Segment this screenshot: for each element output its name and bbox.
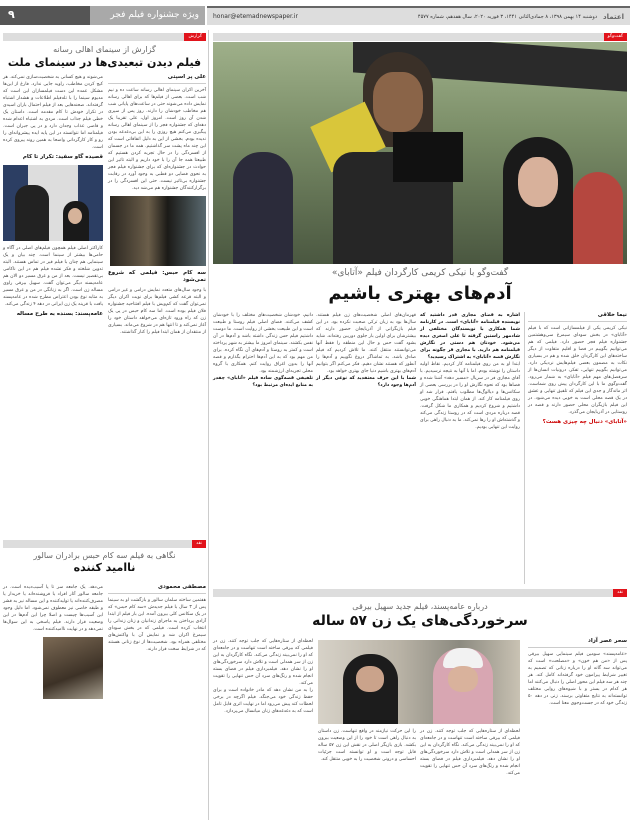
film-still-photo [110,196,206,266]
byline: مصطفی محمودی [108,584,206,594]
header-info-bar [207,6,630,25]
review-col-2 [318,728,416,763]
body-text: می‌دهد. یک جامعه سر تا پا آسیب‌دیده است. در جامعه سالور آثار افراد یا فروشنده‌اند یا خریدار یا مصرف‌کننده‌اند یا تولیدکننده و این مساله نیز به قشر و طبقه خاصی نیز معطوف نمی‌شود. اما دلیل وجود این آسیب‌ها چیست و اصلا چرا این آدم‌ها در این وضعیت قرار دارند. فیلم پاسخی به این سوال‌ها نمی‌دهد و در نهایت ناامیدکننده است. [3,585,103,632]
body-text: لحظه‌ای از ستاره‌هایی که جلب توجه کنند. زن در فیلمی که بیرقی ساخته است تنهاست و در جامعه‌ای که او را نمی‌بیند زندگی می‌کند. نگاه کارگردان به این زن از سر همدلی است و تلاش دارد سرخوردگی‌های او را نشان دهد. فیلمبرداری فیلم در فضای بسته انجام شده و رنگ‌های سرد آن حس تنهایی را تقویت می‌کند. [213,639,313,686]
kicker: گفت‌وگو با نیکی کریمی کارگردان فیلم «آتابای» [331,268,509,278]
headline: ناامید کننده [73,561,136,574]
section-title: ویژه جشنواره فیلم فجر [90,6,205,25]
intro-column [528,312,627,429]
main-interview [213,33,627,41]
left-bottom-col-left [3,584,103,703]
byline: نیما خلاقی [528,312,627,322]
question: «آتابای» دنبال چه چیزی هست؟ [542,419,627,425]
subhead: سه کام حبس: فیلمی که شروع نمی‌شود [108,270,206,283]
question: اشاره به فضای مجازی قدر داشتید که نویسنده فیلمنامه «آتابای» است. در کارنامه شما همکاری با نویسندگان مختلفی از شادمهر راستین گرفته تا علی اصغری دیده می‌شود. خودتان هم دستی در نگارش فیلمنامه هم دارید. با مجازی فر چگونه برای نگارش قصه «آتابای» به اشتراک رسیدید؟ [420,313,520,360]
body-text: را این حرکت نیازمند در واقع تنهاست. زن داستان به دنبال راهی است تا خود را از این وضعیت بیرون بکشد. بازی بازیگر اصلی در نقش این زن ۵۷ ساله قابل توجه است و او توانسته است جزئیات احساسی و درونی شخصیت را به خوبی منتقل کند. [318,729,416,762]
body-text: «عامه‌پسند» سومین فیلم سینمایی سهیل بیرقی پس از «من هم خون» و «مصلحت» است که می‌تواند سه گانه او را درباره زنانی که تصمیم به تغییر شرایط پیرامون خود گرفته‌اند کامل کند. هر چند هر سه فیلم این محور اصلی را دنبال می‌کنند اما هر کدام در بستر و با شیوه‌های روایی مختلف توانسته‌اند به نتایج متفاوتی برسند. زنی در دهه ۵۰ زندگی خود که در جست‌وجوی معنا است. [527,652,627,706]
question: شما با این حرف معتقدید که نوعی دیگر از آدم‌ها وجود دارد؟ [316,376,416,388]
section-tag: نقد [613,589,627,597]
left-bottom-article [3,540,206,574]
review-col-3 [213,638,313,715]
newspaper-logo: اعتماد [603,12,624,21]
section-tag: گزارش [184,33,206,41]
interview-col-1 [420,312,520,431]
headline: سرخوردگی‌های یک زن ۵۷ ساله [312,613,528,629]
left-col-right [108,74,206,336]
byline: علی‌ پر اسپتی [108,74,206,84]
bottom-review [213,589,627,629]
column-divider [524,312,525,584]
body-text: را به من نشان دهد که مادر خانواده است و برای حفظ زندگی خود می‌جنگد. فیلم اگرچه در برخی لحظات کند پیش می‌رود اما در نهایت اثری قابل تامل است که به دغدغه‌های زنان میانسال می‌پردازد. [213,688,313,714]
question: تلفیقی قصه‌گوی ساده فیلم «آتابای» چقدر به منابع ایده‌ای مرتبط بود؟ [213,376,313,388]
kicker: نگاهی به فیلم سه کام حبس برادران سالور [33,551,176,560]
film-still-photo [43,637,103,699]
section-tag: نقد [192,540,206,548]
body-text: نیکی کریمی یکی از فیلمسازانی است که با فیلم «آتابای» در بخش سودای سیمرغ سی‌وهشتمین جشنواره فیلم فجر حضور دارد. فیلمی که هم می‌توانیم بگوییم در فضا و اقلیم متفاوت از دیگر ساخته‌های این کارگردان خلق شده و هم در بسیاری نکات به مضمون بعضی فیلم‌هایش نزدیکی دارد. می‌توانیم بگوییم تنهایی، تفکر، درونیات انسان‌ها از سرفصل‌های مهم فیلم «آتابای» به شمار می‌رود. گفت‌وگوی ما با این کارگردان پیش روی شماست. اثر ماندگار و جدی این فیلم که تلفیق تنهایی و عشق در یک قصه محلی است به خوبی دیده می‌شود. در این فیلم بازیگران محلی حضور دارند و قصه در روستایی در آذربایجان می‌گذرد. [528,326,627,415]
left-bottom-col-right [108,584,206,653]
body-text: ابتدا او به من روی فیلمنامه کار کردیم. نقاط اولیه داستان را نوشته بودم. اما با آنها به نتیجه نرسیدیم. با آقای مجازی فر در سریال «مسیر دهه» آشنا شده و فضاها بود که نحوه نگارش او را در بررسی بعضی از سکانس‌ها و دیالوگ‌ها مطلوب یافتم. قرار شد او روی فیلمنامه کار کند. از همان ابتدا هماهنگی خوبی داشتیم و شروع کردیم و همکاری ما شکل گرفت. قصه درباره مردی است که در روستا زندگی می‌کند و گذشته‌اش او را رها نمی‌کند. ما به دنبال راهی برای روایت این تنهایی بودیم. [420,362,520,430]
festival-photo [3,165,103,241]
body-text: کاراکتر اصلی فیلم همچون فیلم‌های اصلی در آگاه و حامی‌ها بیشتر از سینما است. چند بیان و یک سینمایی هم چنان با فیلم قیر در تماس هستند. البته تدوین شلخته و فکر نشده فیلم هم در این ناکامی بی‌تقصیر نیست. بعد از من و غرق مسیر دو الان هم عامه‌پسند دیگر می‌توان گفت. سهیل بیرقی راوی مساله زن است. اگر به زنانگی در من و عرق مسیر به مثابه نوع بودن اعتراض مطرح شده در عامه‌پسند یافت با قرینه یک زن ایرانی در دهه ۴ زندگی می‌کند. [3,246,103,307]
interview-col-3 [213,312,313,389]
review-intro-col [528,638,627,707]
subhead: قصیده گاو سفید: تکرار تا کام [22,154,103,160]
left-top-article [3,33,206,69]
subhead: عامه‌پسند: بسنده به طرح مساله [16,311,103,317]
kicker: درباره عامه‌پسند، فیلم جدید سهیل بیرقی [352,602,488,611]
byline: سحر عصر آزاد [528,638,627,648]
email-link[interactable]: honar@etemadnewspaper.ir [213,13,298,20]
section-tag: گفت‌وگو [604,33,627,41]
body-text: هفتمین ساخته سلمان سالور و بازگشت او به سینما پس از ۳ سال با فیلم جدیدش «سه کام حبس» که در یک سکانس کلی بیرون آمده. این بار فیلم از ابتدا آزادی پرداختن به ماجرای زندانیان و زنان زندانی را انتخاب کرده است. فیلمی که در بخش سودای سیمرغ اکران شد و نمایش آن با واکنش‌های مختلفی همراه بود. شخصیت‌ها از نوع زنانی هستند که در شرایط سخت قرار دارند. [108,598,206,652]
date-line: دوشنبه ۱۴ بهمن ۱۳۹۸، ۸ جمادی‌الثانی ۱۴۴۱، ۳ فوریه ۲۰۲۰، سال هفدهم، شماره ۴۵۷۷ [417,13,598,20]
interview-col-2 [316,312,416,389]
body-text: می‌شوند و هیچ کسانی به شخصیت‌سازی نمی‌کند. هر کیج کردن مخاطب، راوید جایی ندارد. فارغ از این‌ها مشکل عمده این دست فیلمسازان این است که مدیوم سینما را با تله‌فیلم اطلاعات و هشدار اشتباه گرفته‌اند. صحنه‌هایی بعد از فیلم احتمال باران اسیدی در تکرار خودش تا کام مقدمه است. داستان یک خطی فیلم جذاب است. مردی به اشتباه اعدام شده و قاضی عذاب وجدان دارد و در پی جبران است. فیلمنامه اما نتوانسته در این پایه ایده پیشروانه‌ای را رو و کار کارگردانی واضحا به همین روند پیروی کرده است. [3,75,103,150]
body-text: لحظه‌ای از ستاره‌هایی که جلب توجه کنند. زن در فیلمی که بیرقی ساخته است تنهاست و در جامعه‌ای که او را نمی‌بیند زندگی می‌کند. نگاه کارگردان به این زن از سر همدلی است و تلاش دارد سرخوردگی‌های او را نشان دهد. فیلمبرداری فیلم در فضای بسته انجام شده و رنگ‌های سرد آن حس تنهایی را تقویت می‌کند. [420,729,520,776]
film-still-photo [318,640,520,724]
body-text: قهرمان‌های اصلی شخصیت‌های زن فیلم هستند. سال‌ها بود به زبان ترکی صحبت نکرده بود. در این فیلم بازیگرانی از آذربایجان حضور دارند که بیشترشان برای اولین بار جلوی دوربین رفته‌اند. شاید بشود گفت حس و حال این منطقه را فقط آنها می‌توانستند منتقل کنند. ما تلاش کردیم که فیلم صادق باشد. به تماشاگر دروغ نگوییم و آدم‌ها را آنطور که هستند نشان دهیم. فکر می‌کنم اگر بتوانیم آدم‌های بهتری باشیم دنیا جای بهتری خواهد بود. [316,313,416,374]
body-text: دانیم، خودشان شخصیت‌های مختلف را با خودشان کشف می‌کنند. فضای اصلی فیلم روستا و طبیعت است و این طبیعت بخشی از روایت است. ما دوست داشتیم فیلم حس زندگی داشته باشد و آدم‌ها در آن نفس بکشند. سینمای امروز ما بیشتر به شهر پرداخته است و کمتر به روستا و آدم‌های آن نگاه کرده. برای من مهم بود که به این آدم‌ها احترام بگذارم و قصه آنها را بدون اغراق روایت کنم. همکاری با گروه محلی تجربه‌ای ارزشمند بود. [213,313,313,374]
kicker: گزارش از سینمای اهالی رسانه [53,45,156,54]
body-text: آخرین اکران سینمای اهالی رسانه ساعت ده و نیم شب است. بعضی از فیلم‌ها که برای اهالی رسانه نمایش داده می‌شوند حتی در ساعت‌های پایانی شب هم مخاطب خودشان را دارند. روز پس از سپری شدن آن روز است. امروز اول، علی تقریبا یک دهه‌ای که جشنواره فجر را از سینمای اهالی رسانه پیگیری می‌کنم هیچ روزی را به این بی‌دغدغه بودن ندیده بودم. بخشی از این به دلیل اتفاقاتی است که این چند ماه پشت سر گذاشتیم. همه ما در جسمان از افسردگی را در حال تجربه کردن هستیم که طبیعتا همه جا آن را با خود داریم و البته تاثیر این حوادث در جشنواره‌ای که برای جشنواره فیلم فجر به نحوی فضایی دو قطبی به وجود آورد در رقابت جشنواره بی‌تاثیر نیست. حتی این افسردگی را در برگزارکنندگان جشنواره هم می‌شد دید. [108,88,206,191]
page-number: ۹ [0,6,90,25]
left-col-left [3,74,103,321]
film-set-photo [213,42,627,264]
column-divider [208,30,209,820]
body-text: با وجود سال‌های متعدد نمایش درامی و غیر درامی و البته قرعه کشی فیلم‌ها برای نوبت اکران دیگر نمی‌توان گفت که کم‌ویش با فیلم افتتاحیه جشنواره فلان فیلم بوده است. اما سه کام حبس در پی یک زن که راه ورود تازه‌ای می‌خواهد داستان خود را آغاز نمی‌کند و تا انتها هم در شروع می‌ماند. بسیاری از منتقدان از همان ابتدا فیلم را کنار گذاشتند. [108,288,206,335]
review-col-1 [420,728,520,777]
headline: فیلم دیدن تبعیدی‌ها در سینمای ملت [7,56,202,69]
headline: آدم‌های بهتری باشیم [328,283,512,304]
